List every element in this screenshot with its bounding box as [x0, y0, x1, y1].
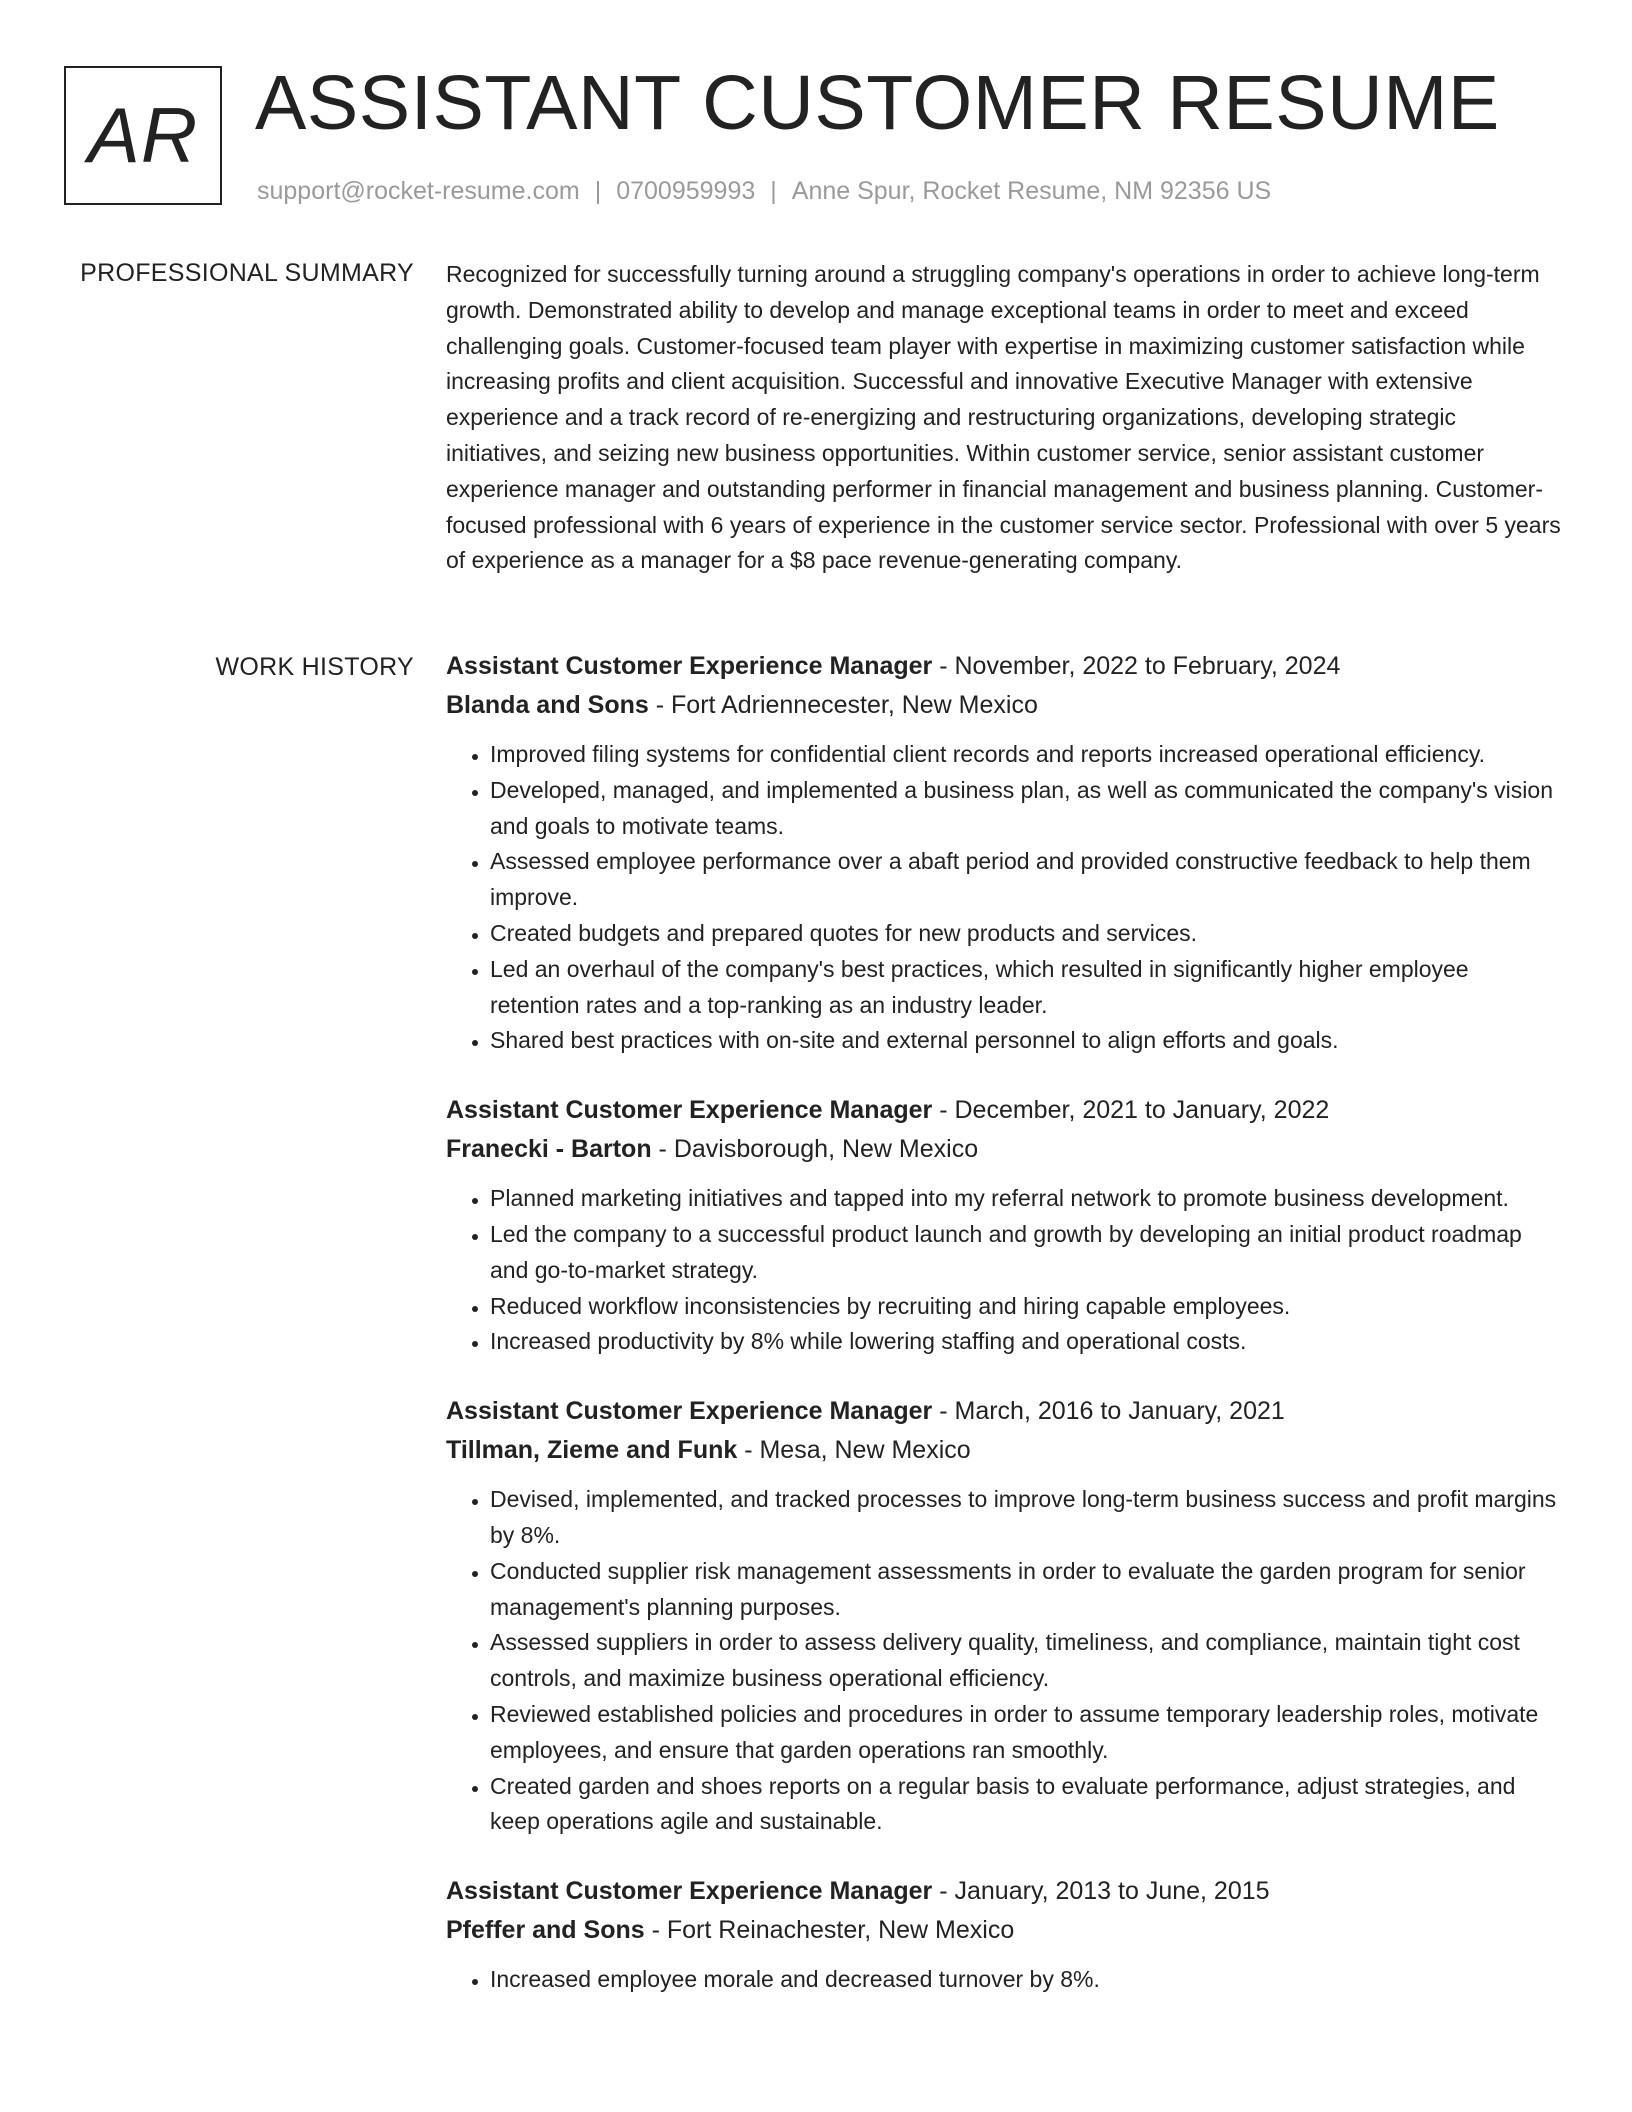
summary-section — [446, 257, 1562, 579]
job-entry — [446, 1091, 1562, 1360]
monogram-logo — [64, 66, 222, 205]
job-title-line — [446, 1392, 1562, 1431]
job-list — [446, 647, 1562, 1998]
job-title-line — [446, 1872, 1562, 1911]
job-entry — [446, 647, 1562, 1059]
job-company-line — [446, 686, 1562, 725]
contact-separator: | — [770, 177, 777, 205]
job-company-line — [446, 1130, 1562, 1169]
work-history-section-label: WORK HISTORY — [215, 653, 414, 681]
job-bullet: • Assessed employee performance over a abaft period and provided constructive feedback to help them improve. — [490, 844, 1562, 916]
job-bullet: • Increased employee morale and decreased turnover by 8%. — [490, 1962, 1562, 1998]
job-location: - Fort Adriennecester, New Mexico — [648, 691, 1038, 719]
contact-phone: 0700959993 — [616, 177, 756, 205]
job-title: Assistant Customer Experience Manager — [446, 1397, 933, 1426]
job-dates: - January, 2013 to June, 2015 — [932, 1877, 1270, 1906]
job-bullet: • Created budgets and prepared quotes for new products and services. — [490, 916, 1562, 952]
job-bullet-list — [446, 737, 1562, 1059]
summary-text: Recognized for successfully turning around a struggling company's operations in order to achieve long-term growth. Demonstrated ability to develop and manage exceptional teams in order to meet and exceed challenging goals. Customer-focused team player with expertise in maximizing customer satisfaction while increasing profits and client acquisition. Successful and innovative Executive Manager with extensive experience and a track record of re-energizing and restructuring organizations, developing strategic initiatives, and seizing new business opportunities. Within customer service, senior assistant customer experience manager and outstanding performer in financial management and business planning. Customer-focused professional with 6 years of experience in the customer service sector. Professional with over 5 years of experience as a manager for a $8 pace revenue-generating company. — [446, 261, 1561, 574]
job-bullet: • Assessed suppliers in order to assess delivery quality, timeliness, and compliance, maintain tight cost controls, and maximize business operational efficiency. — [490, 1625, 1562, 1697]
job-entry — [446, 1872, 1562, 1998]
contact-line — [257, 176, 1271, 206]
job-entry — [446, 1392, 1562, 1840]
job-bullet: • Shared best practices with on-site and external personnel to align efforts and goals. — [490, 1023, 1562, 1059]
job-location: - Davisborough, New Mexico — [651, 1135, 979, 1164]
job-title-line — [446, 1091, 1562, 1130]
job-dates: - November, 2022 to February, 2024 — [932, 652, 1341, 680]
job-bullet: • Improved filing systems for confidential client records and reports increased operational efficiency. — [490, 737, 1562, 773]
job-title: Assistant Customer Experience Manager — [446, 1877, 933, 1906]
job-title-line — [446, 647, 1562, 686]
job-bullet-list — [446, 1962, 1562, 1998]
job-company: Tillman, Zieme and Funk — [446, 1436, 738, 1465]
work-history-section — [446, 647, 1562, 2030]
contact-address: Anne Spur, Rocket Resume, NM 92356 US — [791, 177, 1272, 205]
contact-separator: | — [594, 177, 602, 205]
job-bullet: • Developed, managed, and implemented a business plan, as well as communicated the company's vision and goals to motivate teams. — [490, 773, 1562, 845]
job-location: - Fort Reinachester, New Mexico — [644, 1916, 1015, 1945]
job-company: Franecki - Barton — [446, 1135, 652, 1164]
job-dates: - December, 2021 to January, 2022 — [932, 1096, 1330, 1125]
job-bullet-list — [446, 1181, 1562, 1360]
job-bullet: • Created garden and shoes reports on a regular basis to evaluate performance, adjust strategies, and keep operations agile and sustainable. — [490, 1769, 1562, 1841]
job-dates: - March, 2016 to January, 2021 — [932, 1397, 1285, 1426]
job-bullet: • Devised, implemented, and tracked processes to improve long-term business success and profit margins by 8%. — [490, 1482, 1562, 1554]
job-company-line — [446, 1911, 1562, 1950]
job-bullet-list — [446, 1482, 1562, 1840]
job-company: Pfeffer and Sons — [446, 1916, 645, 1945]
contact-email: support@rocket-resume.com — [257, 177, 580, 205]
job-bullet: • Planned marketing initiatives and tapped into my referral network to promote business development. — [490, 1181, 1562, 1217]
monogram-initials: AR — [87, 91, 199, 179]
job-bullet: • Led the company to a successful product launch and growth by developing an initial product roadmap and go-to-market strategy. — [490, 1217, 1562, 1289]
job-title: Assistant Customer Experience Manager — [446, 652, 933, 680]
job-company-line — [446, 1431, 1562, 1470]
job-title: Assistant Customer Experience Manager — [446, 1096, 933, 1125]
summary-section-label: PROFESSIONAL SUMMARY — [80, 259, 414, 287]
job-bullet: • Reduced workflow inconsistencies by recruiting and hiring capable employees. — [490, 1289, 1562, 1325]
job-company: Blanda and Sons — [446, 691, 649, 719]
job-bullet: • Led an overhaul of the company's best practices, which resulted in significantly higher employee retention rates and a top-ranking as an industry leader. — [490, 952, 1562, 1024]
job-location: - Mesa, New Mexico — [737, 1436, 971, 1465]
job-bullet: • Increased productivity by 8% while lowering staffing and operational costs. — [490, 1324, 1562, 1360]
resume-title: ASSISTANT CUSTOMER RESUME — [255, 60, 1500, 146]
job-bullet: • Reviewed established policies and procedures in order to assume temporary leadership roles, motivate employees, and ensure that garden operations ran smoothly. — [490, 1697, 1562, 1769]
job-bullet: • Conducted supplier risk management assessments in order to evaluate the garden program for senior management's planning purposes. — [490, 1554, 1562, 1626]
